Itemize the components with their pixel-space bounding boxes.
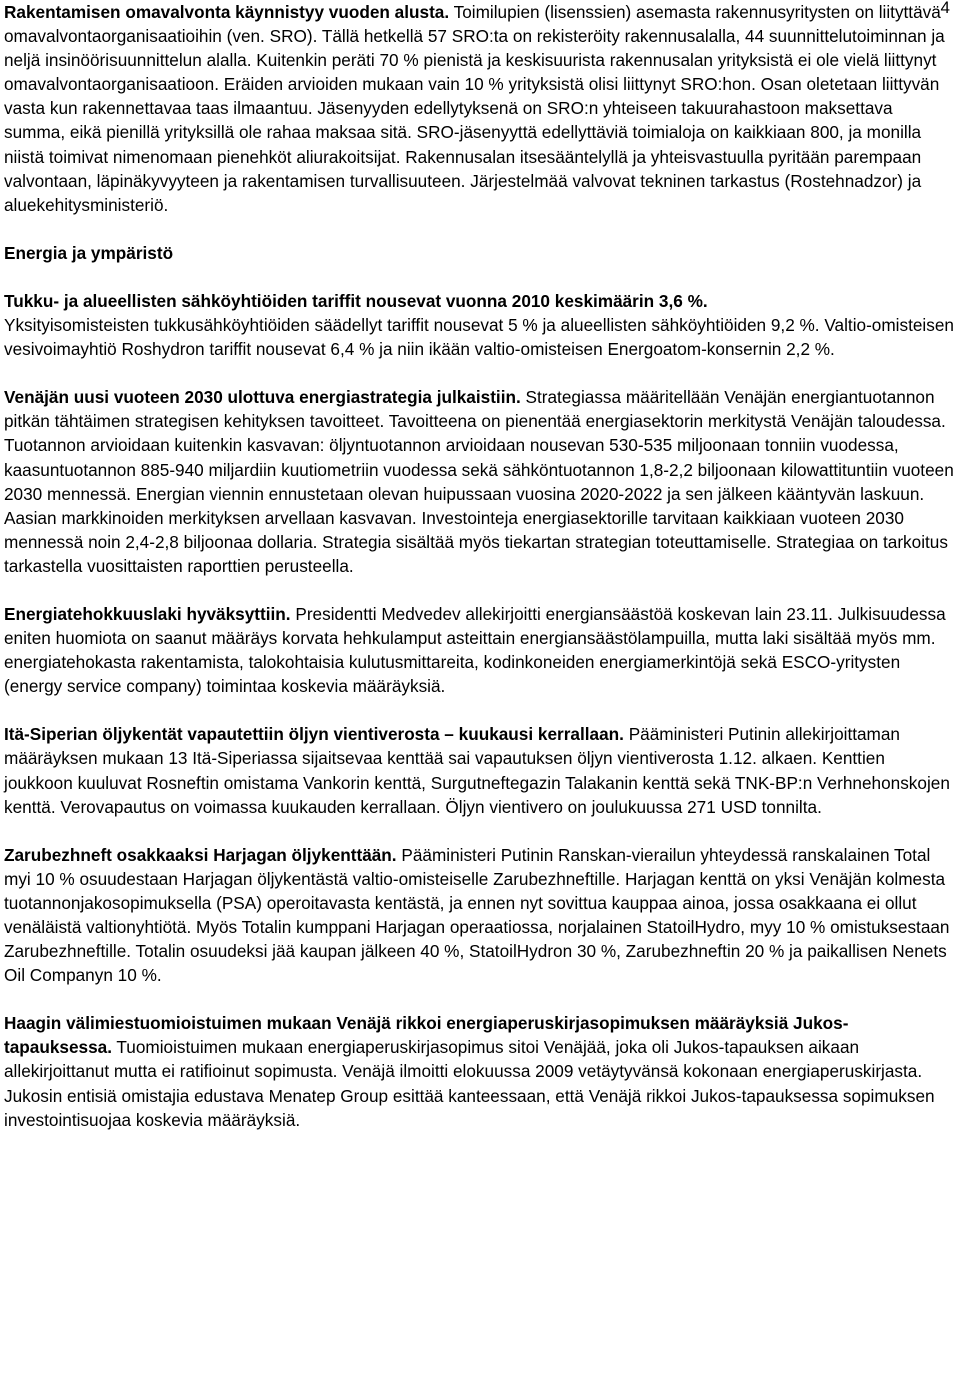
section-heading: Energia ja ympäristö [4,242,174,263]
article-headline: Energiatehokkuuslaki hyväksyttiin. [4,603,291,624]
article-energy-strategy [4,385,954,578]
article-body: Pääministeri Putinin Ranskan-vierailun yhteydessä ranskalainen Total myi 10 % osuudestaan Harjagan öljykentästä valtio-omisteiselle Zarubezhneftille. Harjagan kenttä on yksi Venäjän kolmesta tuotannonjakosopimuksella (PSA) operoitavasta kentästä, ja ennen nyt sovittua kauppaa ainoa, jossa osakkaana ei ollut venäläistä valtionyhtiötä. Myös Totalin kumppani Harjagan operaatiossa, norjalainen StatoilHydro, myy 10 % omistuksestaan Zarubezhneftille. Totalin osuudeksi jää kaupan jälkeen 40 %, StatoilHydron 30 %, Zarubezhneftin 20 % ja paikallisen Nenets Oil Companyn 10 %. [4,844,950,986]
article-east-siberia-oilfields [4,722,954,818]
article-headline: Venäjän uusi vuoteen 2030 ulottuva energiastrategia julkaistiin. [4,387,521,408]
document-page [4,0,954,1132]
intro-paragraph [4,0,954,217]
article-body: Tuomioistuimen mukaan energiaperuskirjasopimus sitoi Venäjää, joka oli Jukos-tapauksen aikaan allekirjoittanut mutta ei ratifioinut sopimusta. Venäjä ilmoitti elokuussa 2009 vetäytyvänsä kokonaan energiaperuskirjasta. Jukosin entisiä omistajia edustava Menatep Group esittää kanteessaan, että Venäjä rikkoi Jukos-tapauksessa sopimuksen investointisuojaa koskevia määräyksiä. [4,1037,935,1130]
article-body: Strategiassa määritellään Venäjän energiantuotannon pitkän tähtäimen strategisen kehityksen tavoitteet. Tavoitteena on pienentää energiasektorin merkitystä Venäjän taloudessa. Tuotannon arvioidaan kuitenkin kasvavan: öljyntuotannon arvioidaan nousevan 530-535 miljoonaan tonniin vuodessa, kaasuntuotannon 885-940 miljardiin kuutiometriin vuodessa sekä sähköntuotannon 1,8-2,2 biljoonaan kilowattituntiin vuoteen 2030 mennessä. Energian viennin ennustetaan olevan huipussaan vuosina 2020-2022 ja sen jälkeen kääntyvän laskuun. Aasian markkinoiden merkityksen arvellaan kasvavan. Investointeja energiasektorille tarvitaan kaikkiaan vuoteen 2030 mennessä noin 2,4-2,8 biljoonaa dollaria. Strategia sisältää myös tiekartan strategian toteuttamiselle. Strategiaa on tarkoitus tarkastella vuosittaisten raporttien perusteella. [4,387,954,576]
article-tariffs [4,289,954,361]
article-body: Yksityisomisteisten tukkusähköyhtiöiden säädellyt tariffit nousevat 5 % ja alueellisten sähköyhtiöiden 9,2 %. Valtio-omisteisen vesivoimayhtiö Roshydron tariffit nousevat 6,4 % ja niin ikään valtio-omisteisen Energoatom-konsernin 2,2 %. [4,315,954,360]
article-headline: Tukku- ja alueellisten sähköyhtiöiden tariffit nousevat vuonna 2010 keskimäärin 3,6 %. [4,290,708,311]
article-hague-tribunal-yukos [4,1011,954,1131]
article-zarubezhneft-harjaga [4,843,954,988]
page-number: 4 [940,0,950,17]
intro-body: Toimilupien (lisenssien) asemasta rakennusyritysten on liityttävä omavalvontaorganisaatioihin (ven. SRO). Tällä hetkellä 57 SRO:ta on rekisteröity rakennusalalla, 44 suunnittelutoiminnan ja neljä insinöörisuunnittelun alalla. Kuitenkin peräti 70 % pienistä ja keskisuurista rakennusalan yrityksistä ei ole vielä liittynyt omavalvontaorganisaatioon. Eräiden arvioiden mukaan vain 10 % yrityksistä olisi liittynyt SRO:hon. Osan oletetaan liittyvän vasta kun rakennettavaa taas ilmaantuu. Jäsenyyden edellytyksenä on SRO:n yhteiseen takuurahastoon maksettava summa, eikä pienillä yrityksillä ole rahaa maksaa sitä. SRO-jäsenyyttä edellyttäviä toimialoja on kaikkiaan 800, ja monilla niistä toimivat nimenomaan pienehköt aliurakoitsijat. Rakennusalan itsesääntelyllä ja yhteisvastuulla pyritään parempaan valvontaan, läpinäkyvyyteen ja rakentamisen turvallisuuteen. Järjestelmää valvovat tekninen tarkastus (Rostehnadzor) ja aluekehitysministeriö. [4,2,945,215]
article-headline: Zarubezhneft osakkaaksi Harjagan öljykenttään. [4,844,397,865]
article-body: Pääministeri Putinin allekirjoittaman määräyksen mukaan 13 Itä-Siperiassa sijaitsevaa kenttää sai vapautuksen öljyn vientiverosta 1.12. alkaen. Kenttien joukkoon kuuluvat Rosneftin omistama Vankorin kenttä, Surgutneftegazin Talakanin kenttä sekä TNK-BP:n Verhnehonskojen kenttä. Verovapautus on voimassa kuukauden kerrallaan. Öljyn vientivero on joulukuussa 271 USD tonnilta. [4,724,950,817]
article-body: Presidentti Medvedev allekirjoitti energiansäästöä koskevan lain 23.11. Julkisuudessa eniten huomiota on saanut määräys korvata hehkulamput asteittain energiansäästölampuilla, mutta laki sisältää myös mm. energiatehokasta rakentamista, talokohtaisia kulutusmittareita, kodinkoneiden energiamerkintöjä sekä ESCO-yritysten (energy service company) toimintaa koskevia määräyksiä. [4,603,946,697]
article-headline: Haagin välimiestuomioistuimen mukaan Venäjä rikkoi energiaperuskirjasopimuksen määräyksiä Jukos-tapauksessa. [4,1013,849,1058]
article-energy-efficiency-law [4,602,954,698]
intro-headline: Rakentamisen omavalvonta käynnistyy vuoden alusta. [4,2,450,22]
article-headline: Itä-Siperian öljykentät vapautettiin öljyn vientiverosta – kuukausi kerrallaan. [4,724,624,745]
